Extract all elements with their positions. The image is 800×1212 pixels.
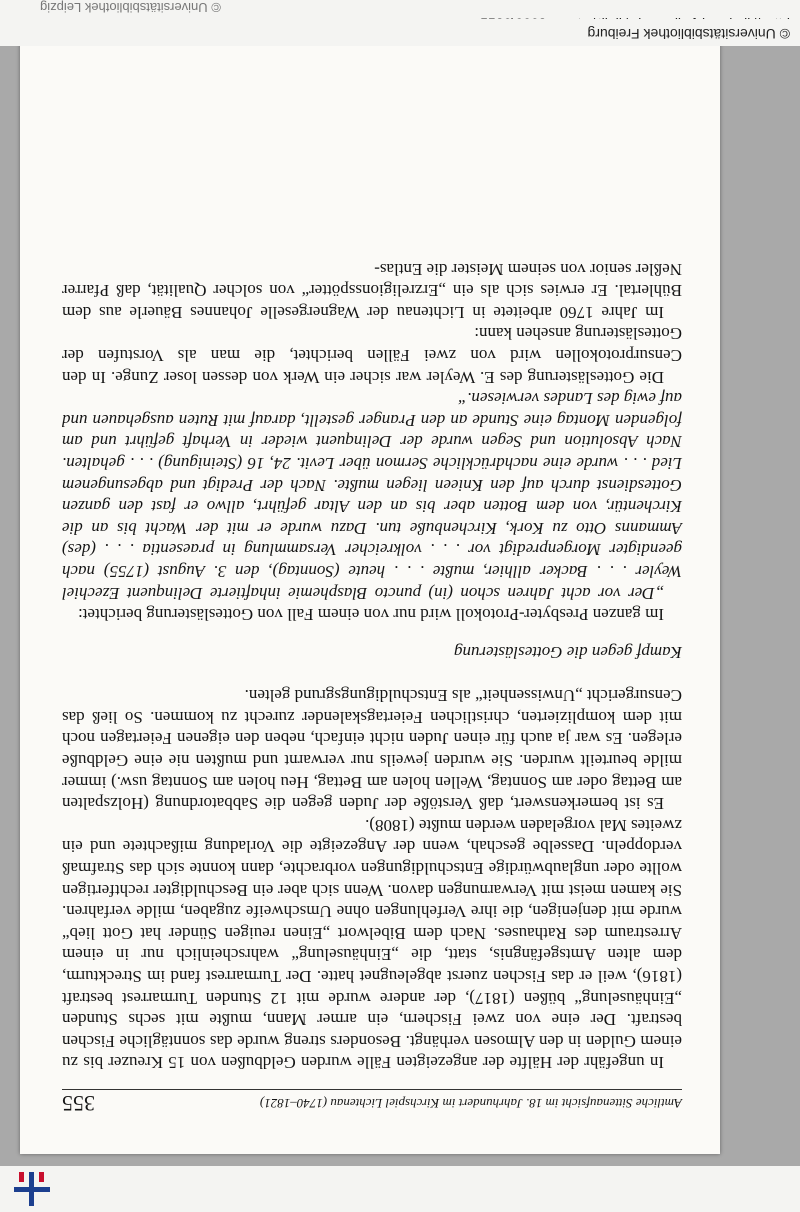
paragraph-fines: In ungefähr der Hälfte der angezeigten Fälle wurden Geldbußen von 15 Kreuzer bis zu einem Gulden in den Almosen verhängt. Besonders streng wurde das sonntägliche Fischen bestraft. Der eine von zwei Fischern, ein armer Mann, mußte mit sechs Stunden „Einhäuselung“ büßen (1817), der andere wurde mit 12 Stunden Turmarrest bestraft (1816), weil er das Fischen zuerst abgeleugnet hatte. Der Turmarrest fand im Streckturm, dem alten Amtsgefängnis, statt, die „Einhäuselung“ wahrscheinlich nur in einem Arrestraum des Rathauses. Nach dem Bibelwort „Einen reuigen Sünder hat Gott lieb“ wurde mit denjenigen, die ihre Verfehlungen ohne Umschweife zugaben, milde verfahren. Sie kamen meist mit Verwarnungen davon. Wenn sich aber ein Beschuldigter rechtfertigen wollte oder unglaubwürdige Entschuldigungen vorbrachte, dann konnte sich das Strafmaß verdoppeln. Dasselbe geschah, wenn der Angezeigte die Vorladung mißachtete und ein zweites Mal vorgeladen werden mußte (1808). (62, 815, 682, 1073)
leipzig-credit: © Universitätsbibliothek Leipzig (40, 0, 221, 15)
paragraph-weyler: Die Gotteslästerung des E. Weyler war sicher ein Werk von dessen loser Zunge. In den Censurprotokollen wird von zwei Fällen berichtet, die man als Vorstufen der Gotteslästerung ansehen kann: (62, 324, 682, 387)
institution-credit: © Universitätsbibliothek Freiburg (587, 26, 790, 42)
page-number: 355 (62, 1091, 95, 1116)
quote-protocol: „Der vor acht Jahren schon (in) puncto Blasphemie inhaftierte Delinquent Ezechiel Weyler . . . Backer allhier, mußte . . . heute (Sonntag), den 3. August (1755) nach geendigter Morgenpredigt vor . . . volkreicher Versammlung in praesentia . . . (des) Ammanns Otto zu Kork, Kirchenbuße tun. Dazu wurde er mit der Wacht bis an die Kirchentür, von dem Botten aber bis an den Altar geführt, allwo er fast den ganzen Gottesdienst durch auf den Knieen liegen mußte. Nach der Predigt und abgesungenem Lied . . . wurde eine nachdrückliche Sermon über Levit. 24, 16 (Steinigung) . . . gehalten. Nach Absolution und Segen wurde der Delinquent wieder in Verhaft geführt und am folgenden Montag eine Stunde an den Pranger gestellt, darauf mit Ruten ausgehauen und auf ewig des Landes verwiesen.“ (62, 389, 682, 603)
library-header (0, 1166, 800, 1212)
university-logo-icon (14, 1172, 50, 1206)
page-body (62, 258, 682, 1114)
book-page (20, 42, 720, 1154)
paragraph-sabbath: Es ist bemerkenswert, daß Verstöße der Juden gegen die Sabbatordnung (Holzspalten am Bettag oder am Sonntag, Wellen holen am Bettag, Heu holen am Sonntag usw.) immer milde beurteilt wurden. Sie wurden jeweils nur verwarnt und mußten nie eine Geldbuße erlegen. Es war ja auch für einen Juden nicht einfach, neben den eigenen Feiertagen noch mit dem komplizierten, christlichen Feiertagskalender zurecht zu kommen. So ließ das Censurgericht „Unwissenheit“ als Entschuldigungsgrund gelten. (62, 686, 682, 814)
running-title: Amtliche Sittenaufsicht im 18. Jahrhundert im Kirchspiel Lichtenau (1740–1821) (259, 1096, 682, 1111)
paragraph-intro: Im ganzen Presbyter-Protokoll wird nur von einem Fall von Gotteslästerung berichtet: (77, 605, 664, 625)
section-heading: Kampf gegen die Gotteslästerung (453, 642, 682, 662)
running-header (62, 1089, 682, 1114)
paragraph-baeuerle: Im Jahre 1760 arbeitete in Lichtenau der Wagnergeselle Johannes Bäuerle aus dem Bühlertal. Er erwies sich als ein „Erzreligionsspötter“ von solcher Qualität, daß Pfarrer Neßler senior von seinem Meister die Entlas- (62, 259, 682, 322)
scan-edge-credit (0, 0, 800, 18)
